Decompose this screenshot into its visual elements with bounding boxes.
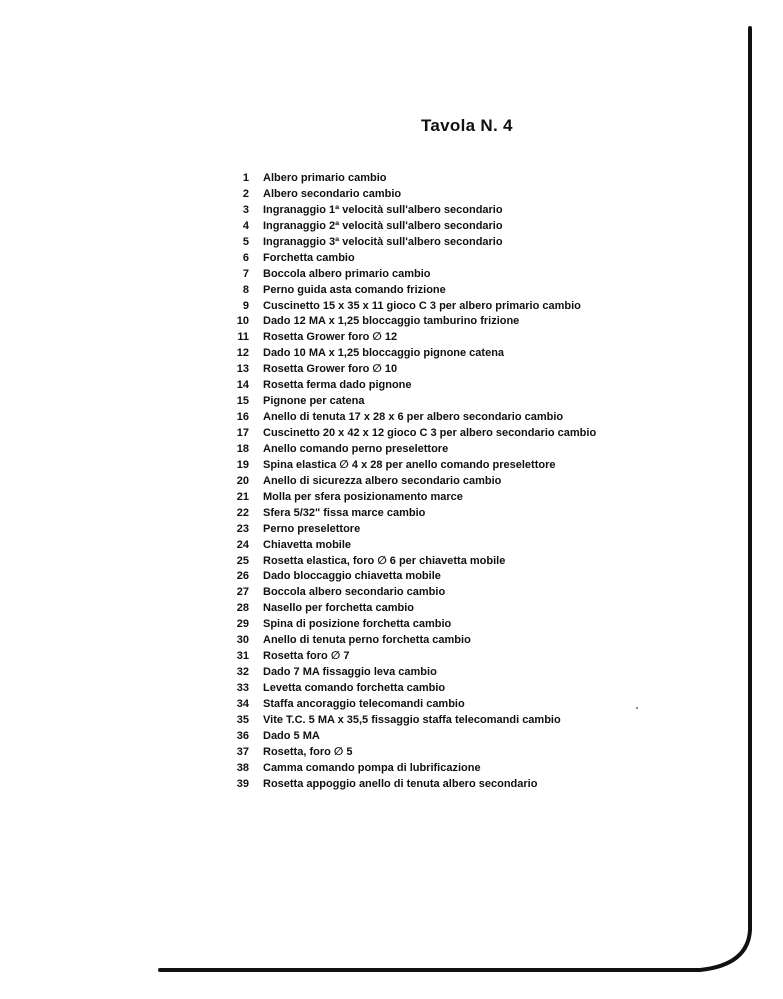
item-description: Cuscinetto 15 x 35 x 11 gioco C 3 per albero primario cambio xyxy=(263,299,581,312)
item-number: 23 xyxy=(236,522,249,535)
list-item xyxy=(226,665,596,681)
item-description: Rosetta ferma dado pignone xyxy=(263,379,412,392)
item-description: Nasello per forchetta cambio xyxy=(263,602,414,615)
item-number: 4 xyxy=(242,219,249,232)
item-number: 27 xyxy=(236,586,249,599)
item-number: 10 xyxy=(236,315,249,328)
item-number: 19 xyxy=(236,458,249,471)
list-item xyxy=(226,346,596,362)
item-number: 3 xyxy=(242,203,249,216)
item-number: 13 xyxy=(236,363,249,376)
item-number: 22 xyxy=(236,506,249,519)
item-description: Spina di posizione forchetta cambio xyxy=(263,618,452,631)
list-item xyxy=(226,601,596,617)
item-number: 25 xyxy=(236,554,249,567)
item-number: 38 xyxy=(236,761,249,774)
item-description: Rosetta appoggio anello di tenuta albero secondario xyxy=(263,777,538,790)
item-description: Albero secondario cambio xyxy=(263,187,402,200)
item-number: 29 xyxy=(236,618,249,631)
list-item xyxy=(226,410,596,426)
item-number: 12 xyxy=(236,347,249,360)
item-description: Forchetta cambio xyxy=(263,251,355,264)
item-description: Perno preselettore xyxy=(263,522,361,535)
parts-list xyxy=(226,171,596,793)
item-number: 2 xyxy=(242,187,249,200)
list-item xyxy=(226,538,596,554)
item-description: Boccola albero primario cambio xyxy=(263,267,431,280)
item-description: Boccola albero secondario cambio xyxy=(263,586,446,599)
item-description: Albero primario cambio xyxy=(263,172,387,184)
list-item xyxy=(226,378,596,394)
item-description: Ingranaggio 2ª velocità sull'albero secondario xyxy=(263,219,503,232)
list-item xyxy=(226,362,596,378)
item-description: Anello di tenuta perno forchetta cambio xyxy=(263,634,471,647)
item-description: Sfera 5/32" fissa marce cambio xyxy=(263,506,426,519)
scan-speck xyxy=(636,707,638,709)
item-number: 34 xyxy=(236,697,249,710)
item-description: Molla per sfera posizionamento marce xyxy=(263,490,463,503)
item-number: 14 xyxy=(236,379,249,392)
item-number: 6 xyxy=(242,251,249,264)
item-number: 1 xyxy=(242,172,249,184)
item-description: Rosetta elastica, foro ∅ 6 per chiavetta mobile xyxy=(263,554,506,567)
item-number: 35 xyxy=(236,713,249,726)
list-item xyxy=(226,569,596,585)
list-item xyxy=(226,761,596,777)
item-number: 39 xyxy=(236,777,249,790)
list-item xyxy=(226,697,596,713)
item-number: 16 xyxy=(236,411,249,424)
item-description: Dado 12 MA x 1,25 bloccaggio tamburino frizione xyxy=(263,315,520,328)
item-description: Pignone per catena xyxy=(263,395,365,408)
list-item xyxy=(226,283,596,299)
list-item xyxy=(226,458,596,474)
item-description: Anello di tenuta 17 x 28 x 6 per albero secondario cambio xyxy=(263,411,564,424)
list-item xyxy=(226,299,596,315)
item-description: Chiavetta mobile xyxy=(263,538,352,551)
item-description: Perno guida asta comando frizione xyxy=(263,283,446,296)
item-description: Dado 7 MA fissaggio leva cambio xyxy=(263,666,437,679)
item-description: Anello di sicurezza albero secondario cambio xyxy=(263,474,502,487)
list-item xyxy=(226,490,596,506)
list-item xyxy=(226,219,596,235)
page-title: Tavola N. 4 xyxy=(421,116,513,135)
item-description: Ingranaggio 3ª velocità sull'albero secondario xyxy=(263,235,503,248)
item-description: Rosetta Grower foro ∅ 10 xyxy=(263,363,398,376)
list-item xyxy=(226,713,596,729)
item-description: Cuscinetto 20 x 42 x 12 gioco C 3 per albero secondario cambio xyxy=(263,427,597,439)
list-item xyxy=(226,171,596,187)
item-number: 33 xyxy=(236,682,249,694)
list-item xyxy=(226,617,596,633)
item-description: Rosetta foro ∅ 7 xyxy=(263,650,350,663)
list-item xyxy=(226,522,596,538)
item-description: Camma comando pompa di lubrificazione xyxy=(263,761,481,774)
item-number: 7 xyxy=(242,267,249,280)
item-description: Dado 5 MA xyxy=(263,729,320,742)
item-description: Ingranaggio 1ª velocità sull'albero secondario xyxy=(263,203,503,216)
list-item xyxy=(226,314,596,330)
list-item xyxy=(226,203,596,219)
list-item xyxy=(226,554,596,570)
item-number: 8 xyxy=(242,283,249,296)
list-item xyxy=(226,506,596,522)
list-item xyxy=(226,267,596,283)
item-number: 11 xyxy=(237,331,249,344)
list-item xyxy=(226,585,596,601)
item-number: 37 xyxy=(236,745,249,758)
item-number: 20 xyxy=(236,474,249,487)
item-number: 30 xyxy=(236,634,249,647)
item-number: 21 xyxy=(236,490,249,503)
item-description: Dado bloccaggio chiavetta mobile xyxy=(263,570,441,583)
list-item xyxy=(226,187,596,203)
list-item xyxy=(226,426,596,442)
item-description: Levetta comando forchetta cambio xyxy=(263,682,446,694)
list-item xyxy=(226,330,596,346)
item-description: Spina elastica ∅ 4 x 28 per anello comando preselettore xyxy=(263,458,556,471)
item-number: 24 xyxy=(236,538,249,551)
item-description: Rosetta, foro ∅ 5 xyxy=(263,745,353,758)
item-number: 32 xyxy=(236,666,249,679)
item-description: Rosetta Grower foro ∅ 12 xyxy=(263,331,398,344)
item-number: 5 xyxy=(242,235,249,248)
item-number: 31 xyxy=(236,650,249,663)
list-item xyxy=(226,633,596,649)
list-item xyxy=(226,474,596,490)
item-number: 36 xyxy=(236,729,249,742)
item-description: Staffa ancoraggio telecomandi cambio xyxy=(263,697,465,710)
item-number: 26 xyxy=(236,570,249,583)
item-description: Vite T.C. 5 MA x 35,5 fissaggio staffa telecomandi cambio xyxy=(263,713,561,726)
item-number: 9 xyxy=(242,299,249,312)
list-item xyxy=(226,729,596,745)
list-item xyxy=(226,394,596,410)
list-item xyxy=(226,251,596,267)
list-item xyxy=(226,745,596,761)
item-number: 17 xyxy=(236,427,249,439)
item-number: 28 xyxy=(236,602,249,615)
item-number: 18 xyxy=(236,442,249,455)
list-item xyxy=(226,442,596,458)
item-description: Anello comando perno preselettore xyxy=(263,442,449,455)
list-item xyxy=(226,235,596,251)
list-item xyxy=(226,649,596,665)
item-description: Dado 10 MA x 1,25 bloccaggio pignone catena xyxy=(263,347,505,360)
list-item xyxy=(226,681,596,697)
list-item xyxy=(226,777,596,793)
item-number: 15 xyxy=(236,395,249,408)
